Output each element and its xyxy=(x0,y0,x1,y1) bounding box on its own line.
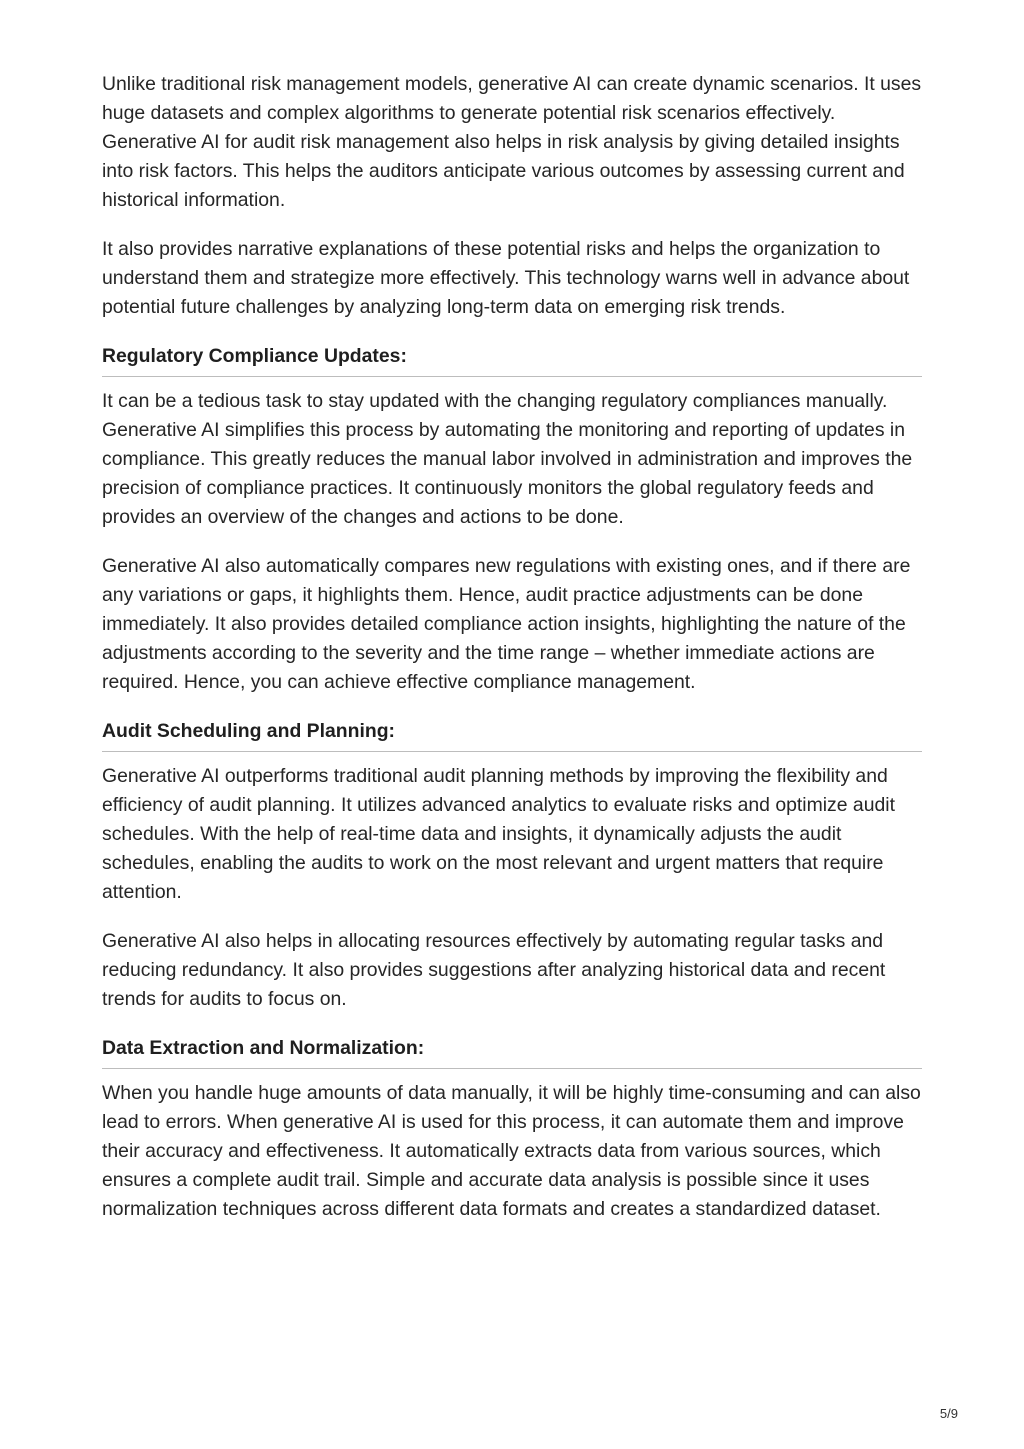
page-number: 5/9 xyxy=(939,1406,958,1421)
section-heading: Regulatory Compliance Updates: xyxy=(102,342,922,377)
intro-paragraph-2: It also provides narrative explanations of these potential risks and helps the organization to understand them and strategize more effectively. This technology warns well in advance about potential future challenges by analyzing long-term data on emerging risk trends. xyxy=(102,238,910,318)
section-paragraph: When you handle huge amounts of data manually, it will be highly time-consuming and can also lead to errors. When generative AI is used for this process, it can automate them and improve their accuracy and effectiveness. It automatically extracts data from various sources, which ensures a complete audit trail. Simple and accurate data analysis is possible since it uses normalization techniques across different data formats and creates a standardized dataset. xyxy=(102,1082,921,1220)
section-heading: Data Extraction and Normalization: xyxy=(102,1034,922,1069)
section-heading: Audit Scheduling and Planning: xyxy=(102,717,922,752)
section-paragraph: Generative AI also helps in allocating resources effectively by automating regular tasks and reducing redundancy. It also provides suggestions after analyzing historical data and recent trends for audits to focus on. xyxy=(102,930,886,1010)
intro-paragraph-1: Unlike traditional risk management models, generative AI can create dynamic scenarios. It uses huge datasets and complex algorithms to generate potential risk scenarios effectively. Generative AI for audit risk management also helps in risk analysis by giving detailed insights into risk factors. This helps the auditors anticipate various outcomes by assessing current and historical information. xyxy=(102,73,922,211)
section-data-extraction xyxy=(102,1034,922,1224)
section-regulatory-compliance xyxy=(102,342,922,697)
article-content xyxy=(102,70,922,1224)
section-paragraph: Generative AI outperforms traditional audit planning methods by improving the flexibility and efficiency of audit planning. It utilizes advanced analytics to evaluate risks and optimize audit schedules. With the help of real-time data and insights, it dynamically adjusts the audit schedules, enabling the audits to work on the most relevant and urgent matters that require attention. xyxy=(102,765,895,903)
section-paragraph: Generative AI also automatically compares new regulations with existing ones, and if there are any variations or gaps, it highlights them. Hence, audit practice adjustments can be done immediately. It also provides detailed compliance action insights, highlighting the nature of the adjustments according to the severity and the time range – whether immediate actions are required. Hence, you can achieve effective compliance management. xyxy=(102,555,911,693)
section-paragraph: It can be a tedious task to stay updated with the changing regulatory compliances manually. Generative AI simplifies this process by automating the monitoring and reporting of updates in compliance. This greatly reduces the manual labor involved in administration and improves the precision of compliance practices. It continuously monitors the global regulatory feeds and provides an overview of the changes and actions to be done. xyxy=(102,390,913,528)
section-audit-scheduling xyxy=(102,717,922,1014)
